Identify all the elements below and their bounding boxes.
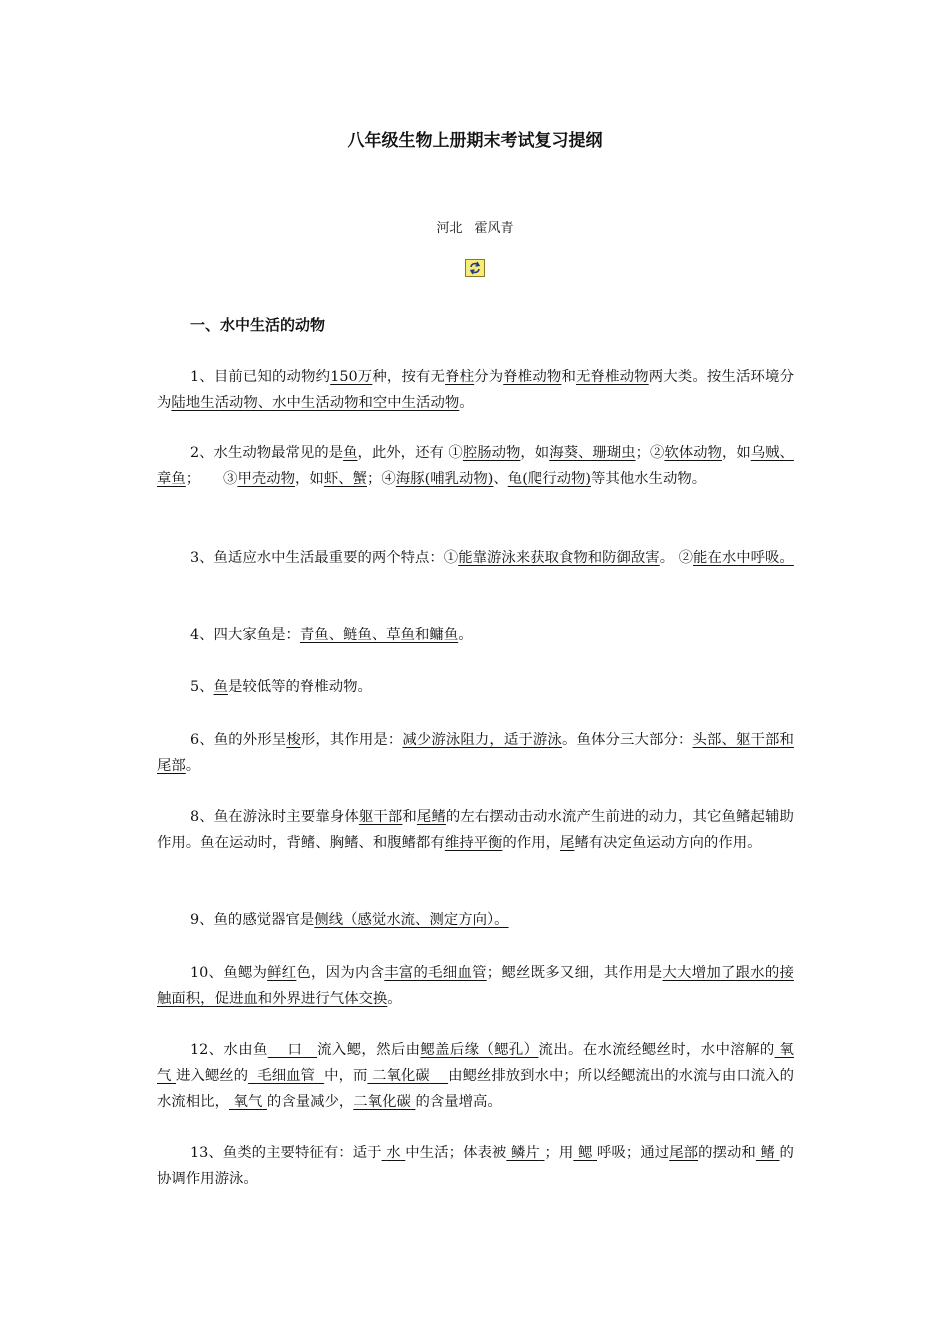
text: 3、鱼适应水中生活最重要的两个特点：① xyxy=(190,550,459,566)
text: 种，按有无 xyxy=(372,369,446,385)
text: 5、 xyxy=(190,679,214,695)
text: 色，因为内含 xyxy=(296,965,385,981)
answer: 虾、蟹 xyxy=(323,471,368,487)
text: 的摆 xyxy=(698,1145,727,1161)
paragraph-5 xyxy=(157,674,794,700)
text: 。 xyxy=(387,991,402,1007)
text: 动和 xyxy=(726,1145,756,1161)
text: 。 xyxy=(459,395,474,411)
author-region: 河北 xyxy=(436,221,463,236)
answer-text: 氧气 xyxy=(233,1094,263,1110)
answer: 甲壳动物 xyxy=(237,471,296,487)
text: 的作用， xyxy=(502,835,560,851)
answer: 尾部 xyxy=(669,1145,699,1161)
paragraph-3 xyxy=(157,545,794,571)
answer: 减少游泳阻力，适于游泳 xyxy=(402,732,562,748)
answer: 鲜红 xyxy=(267,965,297,981)
paragraph-10 xyxy=(157,960,794,1012)
answer: 躯干部 xyxy=(358,809,403,825)
paragraph-9 xyxy=(157,907,794,933)
text: 生活环境分为 xyxy=(157,369,794,411)
text: 定鱼运动方向的作用。 xyxy=(617,835,762,851)
text: 鳃流出的水流与由口流入的水流相比， xyxy=(157,1068,794,1110)
author-line xyxy=(0,217,950,236)
answer: 干部和尾部 xyxy=(157,732,794,774)
paragraph-2 xyxy=(157,440,794,492)
answer: 鱼 xyxy=(343,445,358,461)
text: ， xyxy=(721,445,737,461)
text: 13、鱼类的主要特征有：适于 xyxy=(190,1145,382,1161)
answer: 维持平衡 xyxy=(444,835,503,851)
answer: 跟水的接触面积，促进血和外界进行气体交换 xyxy=(157,965,794,1007)
text: 4、四大家鱼是： xyxy=(190,627,300,643)
text: 1、目前已知的动物约 xyxy=(190,369,331,385)
text: 2、水生动物最常见的是 xyxy=(190,445,344,461)
answer-text: 毛细血管 xyxy=(257,1068,315,1084)
text: ；用 xyxy=(544,1145,574,1161)
text: 10、鱼鳃为 xyxy=(190,965,268,981)
answer: 鱼 xyxy=(213,679,228,695)
answer: 能在 xyxy=(693,550,722,566)
text: ；② xyxy=(635,445,665,461)
text: 中生活；体表被 xyxy=(405,1145,507,1161)
answer xyxy=(229,1094,267,1110)
answer xyxy=(382,1145,406,1161)
answer: 乌贼、章鱼 xyxy=(157,445,794,487)
text: 分为 xyxy=(474,369,504,385)
document-link-icon[interactable] xyxy=(465,259,485,277)
text: 中，而 xyxy=(324,1068,368,1084)
refresh-arrows-icon xyxy=(468,261,482,275)
text: ，如 xyxy=(520,445,550,461)
text: 的左右摆动击动水流产生前进的动力， xyxy=(445,809,693,825)
paragraph-12 xyxy=(157,1037,794,1115)
text: ，此外，还有 ① xyxy=(357,445,463,461)
answer xyxy=(268,1042,317,1058)
text: 如 xyxy=(736,445,751,461)
answer: 尾鳍 xyxy=(416,809,446,825)
text: 动物。 xyxy=(662,471,707,487)
text: 流出。在水流经鳃丝时，水中溶 xyxy=(538,1042,746,1058)
text: 的含量增高。 xyxy=(415,1094,502,1110)
answer: 头部、躯 xyxy=(692,732,751,748)
text: 形，其作用是： xyxy=(300,732,403,748)
answer: 软体动物 xyxy=(664,445,722,461)
section-heading: 一、水中生活的动物 xyxy=(190,316,326,334)
answer xyxy=(756,1145,780,1161)
text: 两大类。按 xyxy=(648,369,722,385)
text: 是较低等的脊椎动物。 xyxy=(227,679,372,695)
answer: 鳃盖后缘（鳃孔） xyxy=(420,1042,539,1058)
text: 8、鱼在游泳时主要靠身体 xyxy=(190,809,359,825)
answer-text: 鳍 xyxy=(760,1145,775,1161)
text: 6、鱼的外形呈 xyxy=(190,732,287,748)
text: 12、水由鱼 xyxy=(190,1042,268,1058)
answer: 能靠游泳来获取食物和防御敌害 xyxy=(458,550,660,566)
text: 呼吸；通过 xyxy=(597,1145,670,1161)
text: ，如 xyxy=(295,471,324,487)
answer xyxy=(353,1094,415,1110)
answer: 海葵、珊瑚虫 xyxy=(549,445,636,461)
text: 。 xyxy=(185,758,201,774)
text: 的含量减少， xyxy=(266,1094,354,1110)
text: ； ③ xyxy=(185,471,238,487)
text: 鳍有决 xyxy=(574,835,618,851)
paragraph-1 xyxy=(157,364,794,416)
document-title: 八年级生物上册期末考试复习提纲 xyxy=(347,131,603,151)
answer: 无脊椎动物 xyxy=(575,369,649,385)
text: 和 xyxy=(561,369,576,385)
text: 。 xyxy=(458,627,473,643)
paragraph-13 xyxy=(157,1140,794,1192)
answer: 丰富的毛细血管 xyxy=(384,965,487,981)
answer xyxy=(506,1145,544,1161)
answer: 陆地生活动物、水中生活动物和空中生活动物 xyxy=(171,395,460,411)
text: 等其他水生 xyxy=(590,471,663,487)
answer xyxy=(573,1145,597,1161)
answer: 腔肠动物 xyxy=(462,445,521,461)
answer: 海豚(哺乳动物) xyxy=(395,471,494,487)
text: 9、鱼的感觉器官是 xyxy=(190,912,315,928)
answer: 青鱼、鲢鱼、草鱼和鳙鱼 xyxy=(299,627,459,643)
answer-text: 二氧化碳 xyxy=(372,1068,430,1084)
paragraph-4 xyxy=(157,622,794,648)
text: ；④ xyxy=(367,471,396,487)
answer xyxy=(367,1068,448,1084)
text: 解的 xyxy=(745,1042,775,1058)
text: 。 ② xyxy=(659,550,694,566)
answer: 尾 xyxy=(559,835,575,851)
answer-text: 口 xyxy=(287,1042,303,1058)
author-name: 霍风青 xyxy=(474,221,514,236)
text: 进入鳃丝的 xyxy=(176,1068,249,1084)
text: 由鳃丝排放到水中；所以经 xyxy=(448,1068,622,1084)
answer: 侧线（感觉水流、测定方向）。 xyxy=(314,912,509,928)
answer-text: 二氧化碳 xyxy=(353,1094,411,1110)
answer-text: 鳃 xyxy=(577,1145,593,1161)
answer: 脊柱 xyxy=(445,369,475,385)
text: 其它鱼鳍起辅助作用。鱼在运动时，背鳍、胸鳍、和腹鳍都有 xyxy=(157,809,794,851)
answer-text: 氧气 xyxy=(157,1042,794,1084)
text: 和 xyxy=(402,809,417,825)
text: 流入鳃，然后由 xyxy=(317,1042,421,1058)
text: 的协调作用游泳。 xyxy=(157,1145,794,1187)
answer: 龟(爬行动物) xyxy=(507,471,591,487)
answer: 脊椎动物 xyxy=(503,369,562,385)
answer xyxy=(248,1068,324,1084)
paragraph-8 xyxy=(157,804,794,856)
answer: 梭 xyxy=(286,732,301,748)
text: 。鱼体分三大部分： xyxy=(561,732,693,748)
answer: 水中呼吸。 xyxy=(721,550,794,566)
answer: 大大增加了 xyxy=(662,965,736,981)
answer-text: 鳞片 xyxy=(510,1145,540,1161)
text: 、 xyxy=(493,471,508,487)
text: ；鳃丝既多又细，其作用是 xyxy=(486,965,663,981)
paragraph-6 xyxy=(157,727,794,779)
answer: 150万 xyxy=(330,369,373,385)
answer-text: 水 xyxy=(386,1145,401,1161)
